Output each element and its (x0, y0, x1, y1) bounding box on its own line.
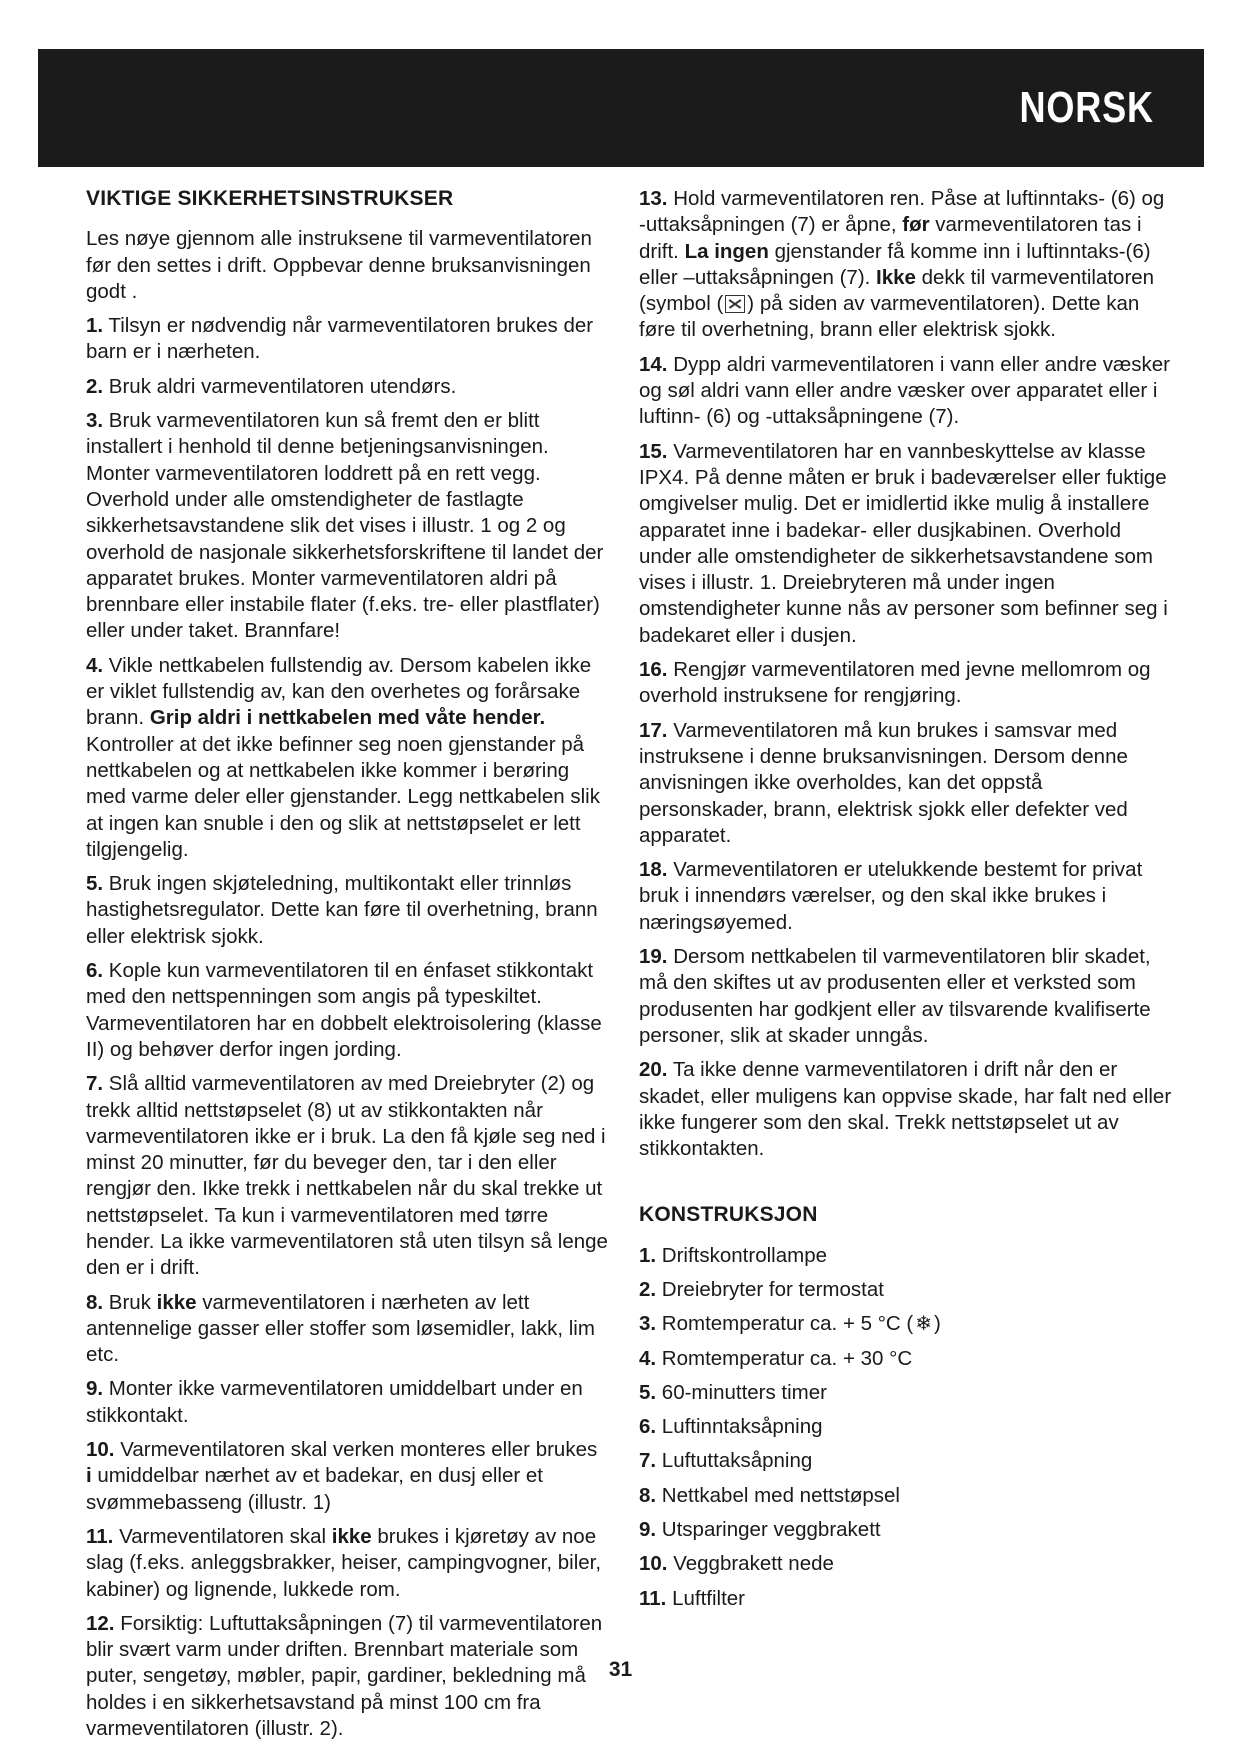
safety-item (639, 439, 1173, 649)
item-text: Dypp aldri varmeventilatoren i vann eller andre væsker og søl aldri vann eller andre væsker over apparatet eller i luftinn- (6) og -uttaksåpningene (7). (639, 352, 1170, 429)
safety-item (86, 1071, 608, 1281)
construction-label: Nettkabel med nettstøpsel (656, 1483, 900, 1507)
item-text: brukes i kjøretøy av noe slag (f.eks. anleggsbrakker, heiser, campingvogner, biler, kabiner) og lignende, lukkede rom. (86, 1524, 602, 1601)
construction-label: Romtemperatur ca. + 5 °C ( (656, 1312, 914, 1336)
item-text: Hold varmeventilatoren ren. Påse at luftinntaks- (6) og -uttaksåpningen (7) er åpne, (639, 187, 1165, 237)
item-text: Monter ikke varmeventilatoren umiddelbart under en stikkontakt. (86, 1377, 583, 1427)
safety-item (639, 944, 1173, 1049)
item-number: 11. (86, 1524, 114, 1548)
right-column (639, 186, 1173, 1620)
item-number: 1. (639, 1243, 657, 1267)
construction-label: 60-minutters timer (656, 1380, 827, 1404)
item-text: Bruk aldri varmeventilatoren utendørs. (103, 374, 457, 398)
safety-item (86, 1290, 608, 1369)
safety-item (86, 374, 608, 400)
item-number: 11. (639, 1586, 667, 1610)
item-number: 14. (639, 352, 668, 376)
item-text: Bruk varmeventilatoren kun så fremt den er blitt installert i henhold til denne betjeningsanvisningen. Monter varmeventilatoren loddrett på en rett vegg. Overhold under alle omstendigheter de fastlagte sikkerhetsavstandene slik det vises i illustr. 1 og 2 og overhold de nasjonale sikkerhetsforskriftene til landet der apparatet brukes. Monter varmeventilatoren aldri på brennbare eller instabile flater (f.eks. tre- eller plastflater) eller under taket. Brannfare! (86, 409, 604, 643)
safety-item (639, 857, 1173, 936)
safety-item (639, 1057, 1173, 1162)
item-text: Ta ikke denne varmeventilatoren i drift når den er skadet, eller muligens kan oppvise skade, har falt ned eller ikke fungerer som den skal. Trekk nettstøpselet ut av stikkontakten. (639, 1058, 1172, 1161)
item-text: Varmeventilatoren må kun brukes i samsvar med instruksene i denne bruksanvisningen. Dersom denne anvisningen ikke overholdes, kan det oppstå personskader, brann, elektrisk sjokk eller defekter ved apparatet. (639, 718, 1128, 847)
item-number: 9. (639, 1518, 657, 1542)
item-number: 10. (639, 1552, 668, 1576)
header-band (38, 49, 1204, 167)
left-column (86, 186, 608, 1750)
construction-label: Driftskontrollampe (656, 1243, 827, 1267)
item-text: Varmeventilatoren har en vannbeskyttelse av klasse IPX4. På denne måten er bruk i badeværelser eller fuktige omgivelser mulig. Det er imidlertid ikke mulig å installere apparatet inne i badekar- eller dusjkabinen. Overhold under alle omstendigheter de sikkerhetsavstandene som vises i illustr. 1. Dreiebryteren må under ingen omstendigheter kunne nås av personer som befinner seg i badekaret eller i dusjen. (639, 439, 1168, 647)
safety-list-right (639, 186, 1173, 1162)
construction-label: Romtemperatur ca. + 30 °C (656, 1346, 913, 1370)
safety-list-left (86, 313, 608, 1742)
construction-label: Utsparinger veggbrakett (656, 1518, 881, 1542)
safety-item (86, 871, 608, 950)
item-text: Bruk (103, 1290, 157, 1314)
item-text: umiddelbar nærhet av et badekar, en dusj eller et svømmebasseng (illustr. 1) (86, 1464, 543, 1514)
emphasis-text: før (902, 213, 930, 237)
item-number: 18. (639, 858, 668, 882)
safety-item (86, 313, 608, 366)
item-text: Rengjør varmeventilatoren med jevne mellomrom og overhold instruksene for rengjøring. (639, 658, 1151, 708)
construction-label: Luftinntaksåpning (656, 1415, 823, 1439)
safety-item (639, 718, 1173, 849)
item-text: Dersom nettkabelen til varmeventilatoren blir skadet, må den skiftes ut av produsenten eller et verksted som produsenten har godkjent eller av tilsvarende kvalifiserte personer, slik at skader unngås. (639, 945, 1151, 1047)
item-text: Slå alltid varmeventilatoren av med Dreiebryter (2) og trekk alltid nettstøpselet (8) ut av stikkontakten når varmeventilatoren ikke er i bruk. La den få kjøle seg ned i minst 20 minutter, før du beveger den, tar i den eller rengjør den. Ikke trekk i nettkabelen når du skal trekke ut nettstøpselet. Ta kun i varmeventilatoren med tørre hender. La ikke varmeventilatoren stå uten tilsyn så lenge den er i drift. (86, 1072, 608, 1280)
construction-label: Veggbrakett nede (667, 1552, 834, 1576)
construction-item (639, 1551, 1173, 1577)
item-text: gjenstander få komme inn i luftinntaks-(6) eller –uttaksåpningen (7). (639, 239, 1151, 289)
construction-item (639, 1414, 1173, 1440)
construction-item (639, 1586, 1173, 1612)
construction-list (639, 1243, 1173, 1612)
item-number: 3. (639, 1312, 657, 1336)
safety-item (639, 186, 1173, 344)
construction-label-suffix: ) (934, 1312, 941, 1336)
item-number: 10. (86, 1438, 115, 1462)
item-text: Varmeventilatoren skal verken monteres eller brukes (114, 1438, 598, 1462)
safety-item (639, 657, 1173, 710)
emphasis-text: ikke (331, 1524, 372, 1548)
item-number: 16. (639, 658, 668, 682)
item-number: 8. (86, 1290, 104, 1314)
item-number: 9. (86, 1377, 104, 1401)
safety-item (639, 352, 1173, 431)
item-text: Bruk ingen skjøteledning, multikontakt eller trinnløs hastighetsregulator. Dette kan føre til overhetning, brann eller elektrisk sjokk. (86, 872, 598, 948)
safety-item (86, 1376, 608, 1429)
item-number: 15. (639, 439, 668, 463)
item-text: Kople kun varmeventilatoren til en énfaset stikkontakt med den nettspenningen som angis på typeskiltet. Varmeventilatoren har en dobbelt elektroisolering (klasse II) og behøver derfor ingen jording. (86, 959, 602, 1061)
item-text: Tilsyn er nødvendig når varmeventilatoren brukes der barn er i nærheten. (86, 314, 594, 364)
item-number: 2. (86, 374, 104, 398)
construction-title: KONSTRUKSJON (639, 1203, 818, 1227)
safety-item (86, 1524, 608, 1603)
item-number: 5. (86, 872, 104, 896)
construction-label: Luftfilter (666, 1586, 745, 1610)
construction-item (639, 1483, 1173, 1509)
item-number: 7. (639, 1449, 657, 1473)
item-text: Vikle nettkabelen fullstendig av. Dersom kabelen ikke er viklet fullstendig av, kan den overhetes og forårsake brann. (86, 653, 592, 730)
item-text: varmeventilatoren i nærheten av lett antennelige gasser eller stoffer som løsemidler, lakk, lim etc. (86, 1290, 595, 1367)
do-not-cover-icon (725, 295, 745, 313)
safety-title: VIKTIGE SIKKERHETSINSTRUKSER (86, 187, 454, 210)
item-number: 4. (86, 653, 104, 677)
emphasis-text: ikke (156, 1290, 197, 1314)
item-number: 17. (639, 718, 668, 742)
item-number: 2. (639, 1277, 657, 1301)
item-text: ) på siden av varmeventilatoren). Dette kan føre til overhetning, brann eller elektrisk sjokk. (639, 292, 1140, 342)
item-text: dekk til varmeventilatoren (symbol ( (639, 265, 1155, 316)
item-number: 12. (86, 1611, 115, 1635)
emphasis-text: Ikke (876, 265, 916, 289)
item-text: Forsiktig: Luftuttaksåpningen (7) til varmeventilatoren blir svært varm under driften. Brennbart materiale som puter, sengetøy, møbler, papir, gardiner, bekledning må holdes i en sikkerhetsavstand på minst 100 cm fra varmeventilatoren (illustr. 2). (86, 1611, 603, 1741)
safety-item (86, 408, 608, 645)
construction-item (639, 1346, 1173, 1372)
safety-item (86, 653, 608, 863)
item-number: 6. (86, 959, 104, 983)
item-number: 5. (639, 1380, 657, 1404)
safety-item (86, 1437, 608, 1516)
construction-item (639, 1277, 1173, 1303)
item-number: 3. (86, 409, 104, 433)
safety-intro: Les nøye gjennom alle instruksene til varmeventilatoren før den settes i drift. Oppbevar denne bruksanvisningen godt . (86, 227, 592, 303)
construction-label: Dreiebryter for termostat (656, 1277, 884, 1301)
item-text: Kontroller at det ikke befinner seg noen gjenstander på nettkabelen og at nettkabelen ikke kommer i berøring med varme deler eller gjenstander. Legg nettkabelen slik at ingen kan snuble i den og slik at nettstøpselet er lett tilgjengelig. (86, 732, 600, 861)
item-text: varmeventilatoren tas i drift. (639, 213, 1142, 263)
item-number: 20. (639, 1058, 668, 1082)
construction-item (639, 1448, 1173, 1474)
construction-label: Luftuttaksåpning (656, 1449, 813, 1473)
snowflake-icon: ❄ (915, 1313, 933, 1336)
emphasis-text: Grip aldri i nettkabelen med våte hender. (149, 706, 546, 730)
page-number: 31 (608, 1658, 633, 1681)
item-number: 13. (639, 187, 668, 210)
construction-item (639, 1380, 1173, 1406)
emphasis-text: La ingen (684, 239, 769, 263)
item-number: 4. (639, 1346, 657, 1370)
item-text: Varmeventilatoren er utelukkende bestemt for privat bruk i innendørs værelser, og den skal ikke brukes i næringsøyemed. (639, 858, 1143, 934)
item-number: 7. (86, 1072, 104, 1096)
construction-item (639, 1243, 1173, 1269)
construction-item (639, 1311, 1173, 1337)
safety-item (86, 958, 608, 1063)
item-text: Varmeventilatoren skal (113, 1524, 332, 1548)
item-number: 8. (639, 1483, 657, 1507)
language-title: NORSK (1019, 83, 1154, 132)
item-number: 6. (639, 1415, 657, 1439)
item-number: 1. (86, 314, 104, 338)
construction-item (639, 1517, 1173, 1543)
item-number: 19. (639, 945, 668, 969)
emphasis-text: i (86, 1464, 92, 1488)
